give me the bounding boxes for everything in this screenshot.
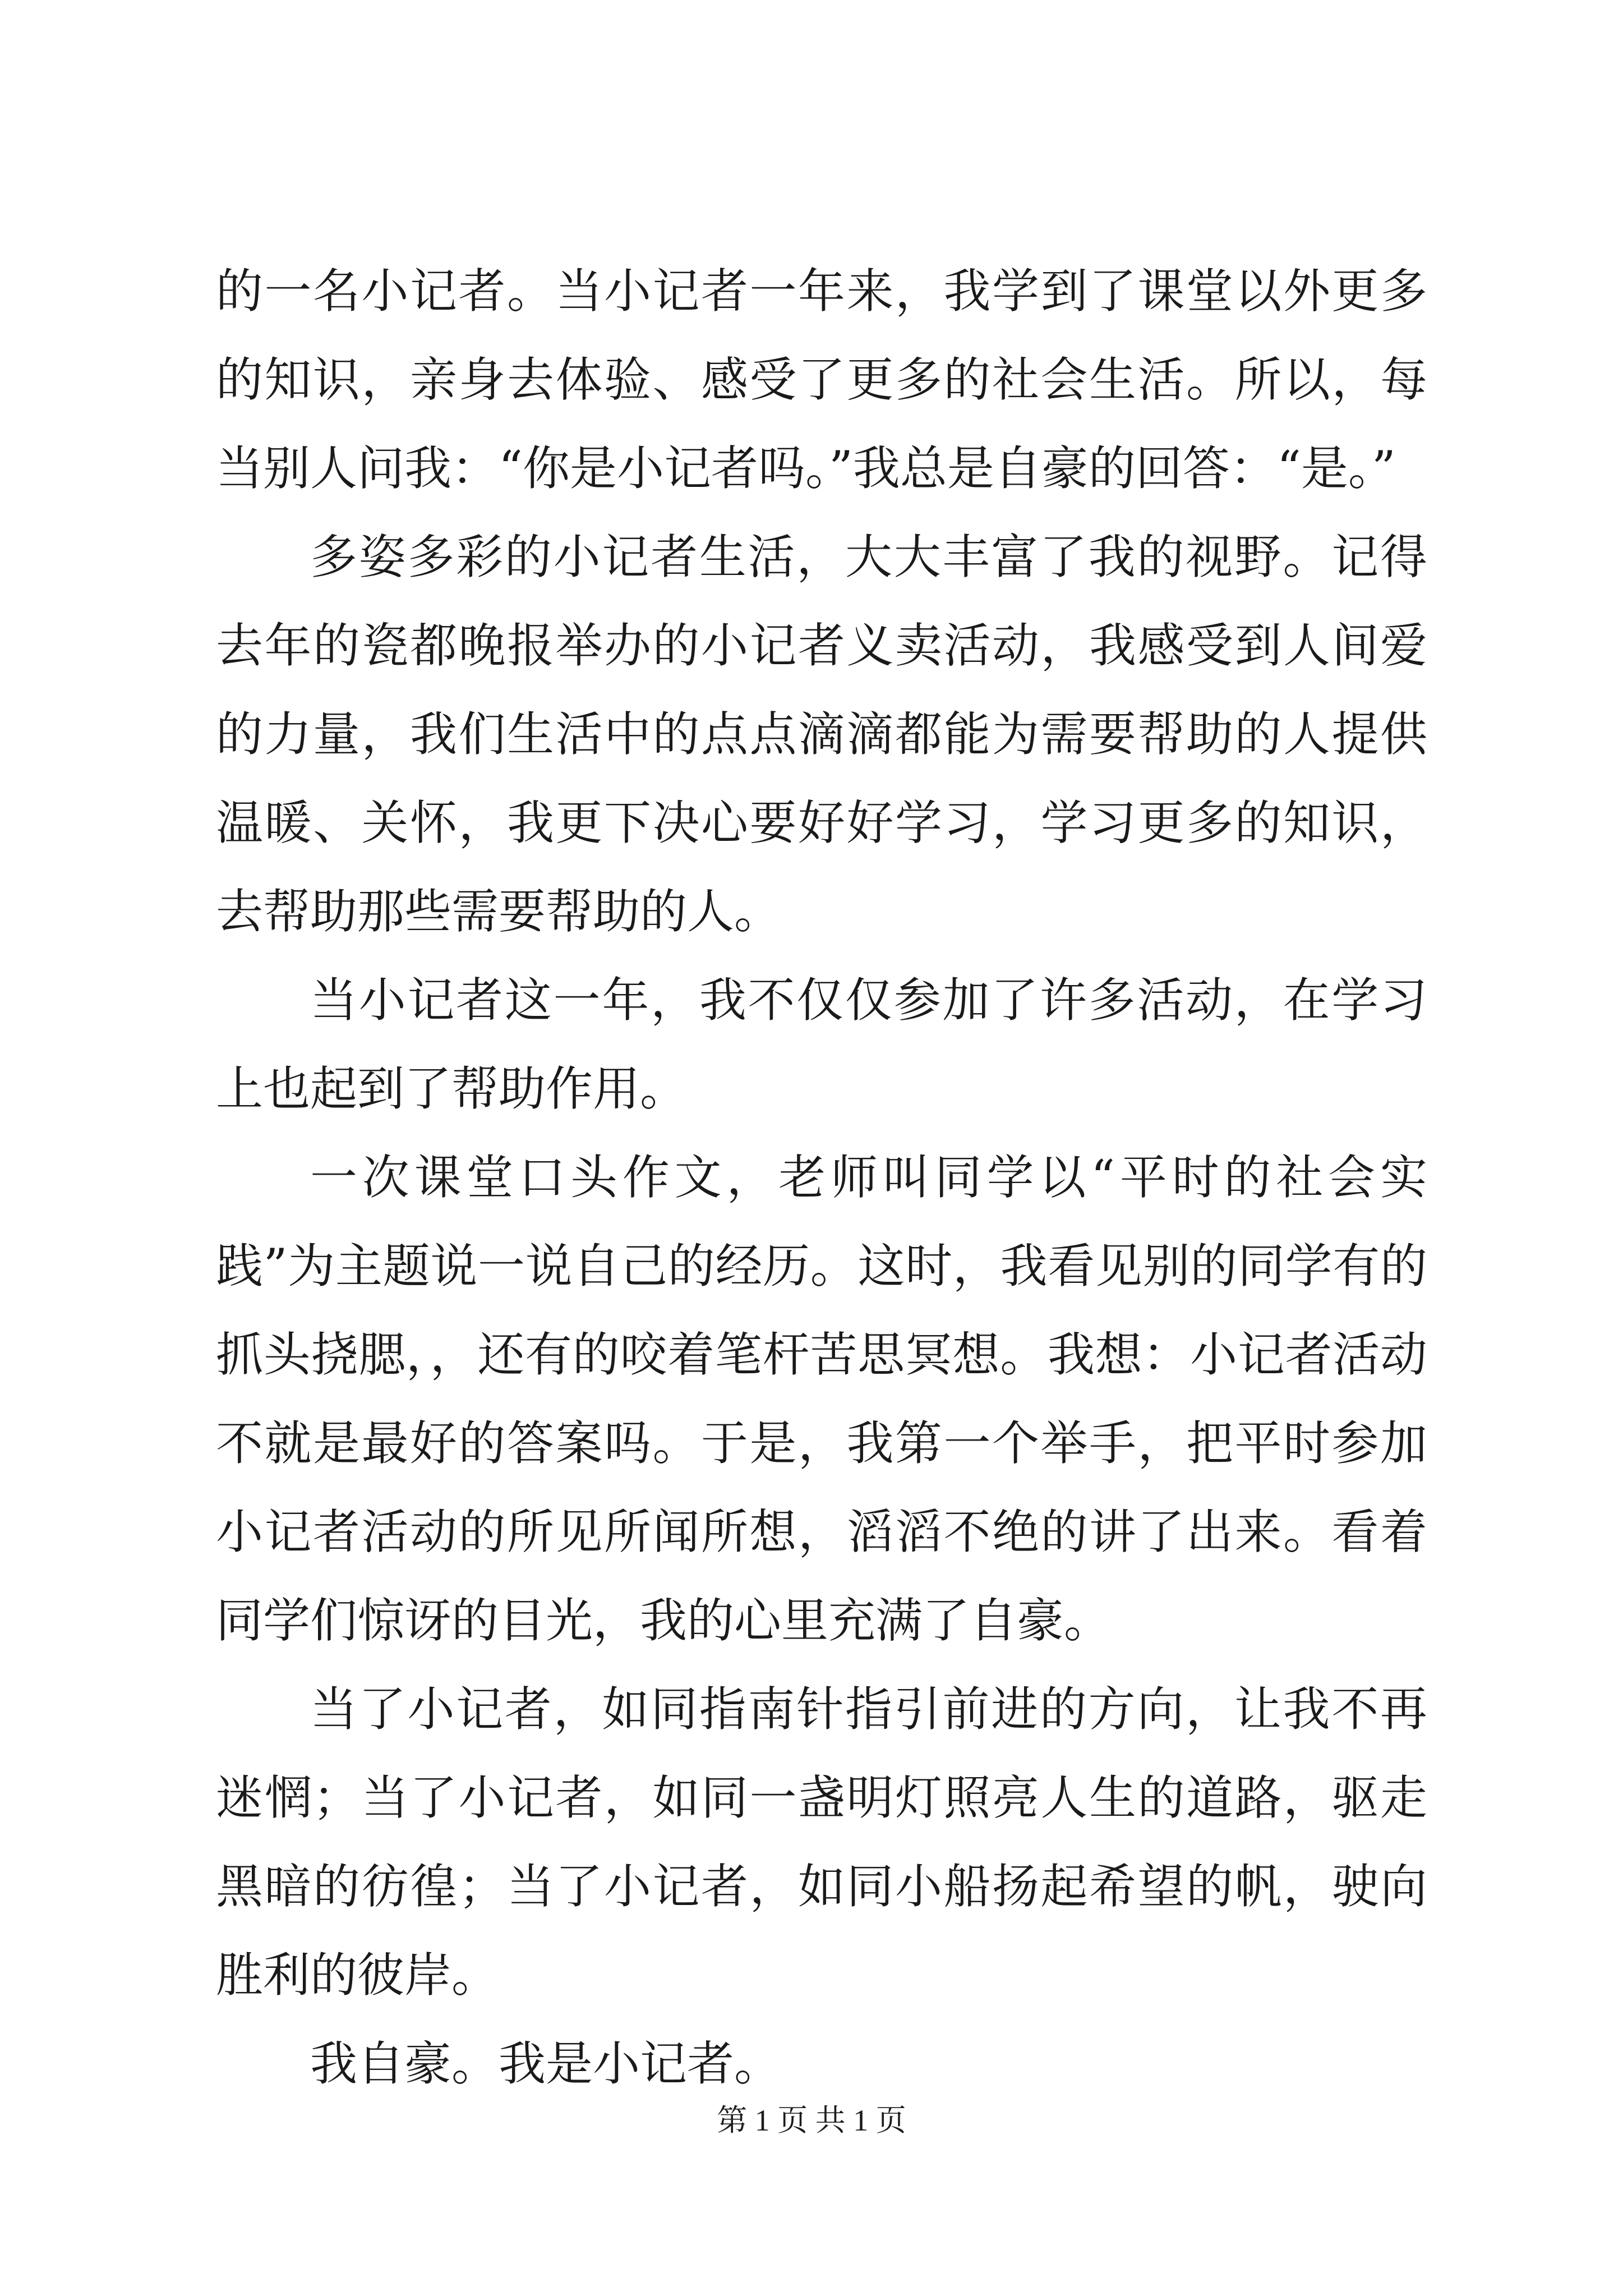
paragraph-4: 一次课堂口头作文，老师叫同学以“平时的社会实践”为主题说一说自己的经历。这时，我看见别的同学有的抓头挠腮，，还有的咬着笔杆苦思冥想。我想：小记者活动不就是最好的答案吗。于是，我第一个举手，把平时参加小记者活动的所见所闻所想，滔滔不绝的讲了出来。看着同学们惊讶的目光，我的心里充满了自豪。 (216, 1150, 1427, 1648)
page-footer: 第 1 页 共 1 页 (717, 2104, 906, 2137)
paragraph-1: 的一名小记者。当小记者一年来，我学到了课堂以外更多的知识，亲身去体验、感受了更多的社会生活。所以，每当别人问我：“你是小记者吗。”我总是自豪的回答：“是。” (216, 264, 1427, 496)
document-body (216, 247, 1427, 2108)
paragraph-5: 当了小记者，如同指南针指引前进的方向，让我不再迷惘；当了小记者，如同一盏明灯照亮人生的道路，驱走黑暗的彷徨；当了小记者，如同小船扬起希望的帆，驶向胜利的彼岸。 (216, 1682, 1427, 2003)
paragraph-2: 多姿多彩的小记者生活，大大丰富了我的视野。记得去年的瓷都晚报举办的小记者义卖活动，我感受到人间爱的力量，我们生活中的点点滴滴都能为需要帮助的人提供温暖、关怀，我更下决心要好好学习，学习更多的知识，去帮助那些需要帮助的人。 (216, 530, 1427, 939)
paragraph-6: 我自豪。我是小记者。 (310, 2036, 782, 2091)
paragraph-3: 当小记者这一年，我不仅仅参加了许多活动，在学习上也起到了帮助作用。 (216, 973, 1427, 1116)
